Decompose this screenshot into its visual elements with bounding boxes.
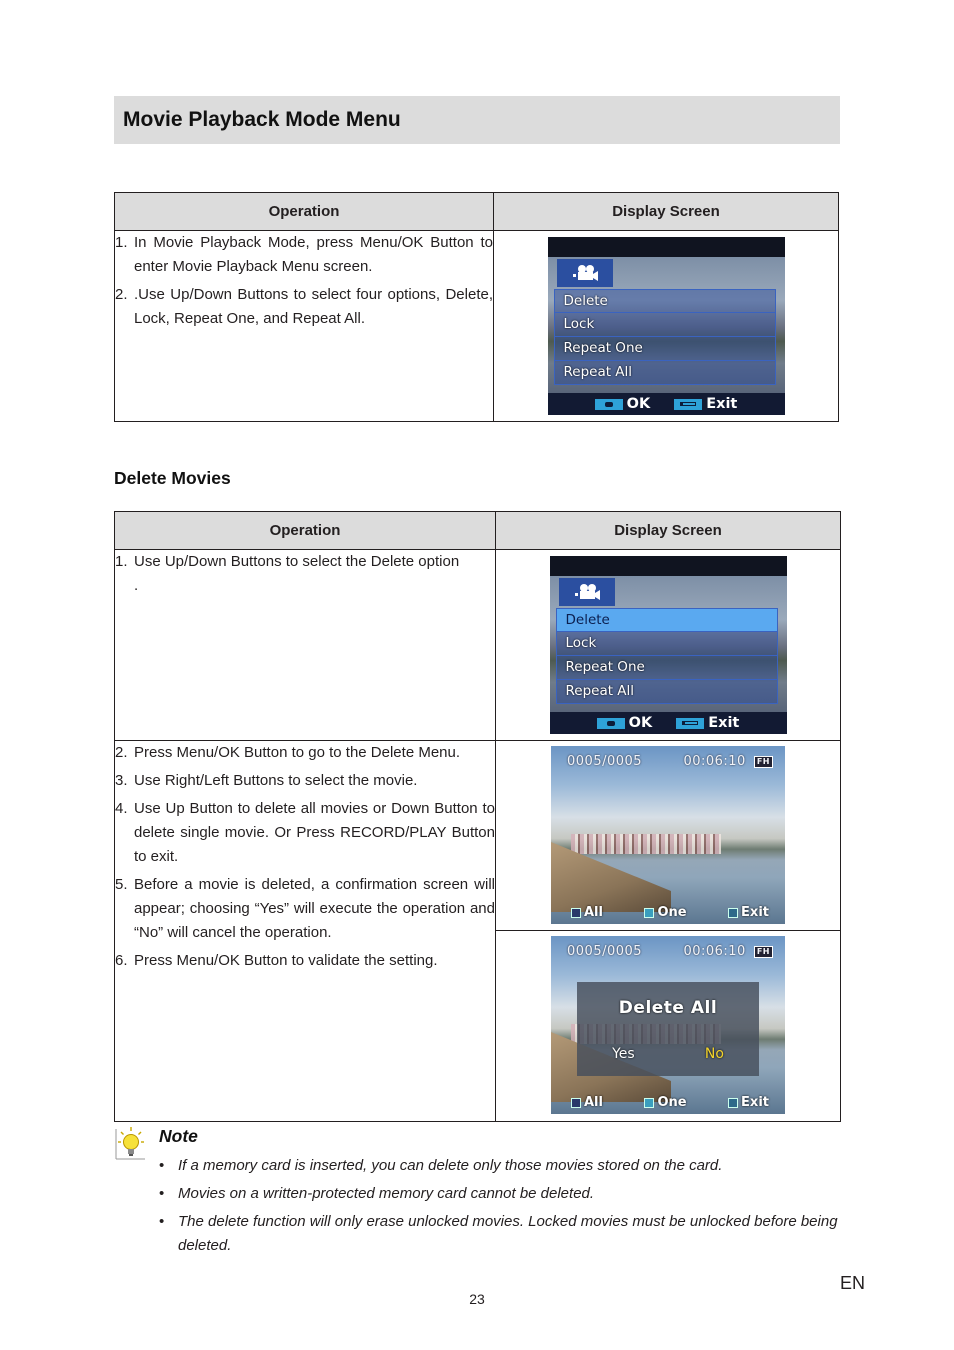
menu-item-delete: Delete	[554, 289, 776, 313]
all-label: All	[584, 905, 603, 920]
step-number: 6.	[115, 952, 128, 969]
ok-key-icon	[597, 718, 625, 729]
down-key-icon	[644, 908, 654, 918]
note-item	[159, 1210, 844, 1258]
menu-operations-table	[114, 192, 839, 422]
one-label: One	[657, 1095, 687, 1110]
step-number: 1.	[115, 553, 128, 570]
bullet: •	[159, 1185, 165, 1202]
ok-key-icon	[595, 399, 623, 410]
step-item	[115, 741, 495, 765]
file-counter: 0005/0005	[567, 754, 643, 769]
steps-list	[115, 231, 493, 331]
bullet: •	[159, 1213, 165, 1230]
note-text: The delete function will only erase unlocked movies. Locked movies must be unlocked before being deleted.	[178, 1213, 838, 1254]
display-cell	[496, 550, 841, 741]
screen-hud-top	[567, 944, 773, 959]
one-label: One	[657, 905, 687, 920]
exit-label: Exit	[741, 1095, 769, 1110]
display-subcell	[496, 741, 840, 931]
screen-bottom-bar	[548, 393, 785, 415]
delete-all-confirm-screen	[551, 936, 785, 1114]
note-item	[159, 1154, 844, 1178]
menu-list	[554, 289, 776, 385]
step-text: In Movie Playback Mode, press Menu/OK Button to enter Movie Playback Menu screen.	[134, 234, 493, 275]
menu-item-repeat-one: Repeat One	[554, 337, 776, 361]
step-text: Before a movie is deleted, a confirmation screen will appear; choosing “Yes” will execute the operation and “No” will cancel the operation.	[134, 876, 495, 941]
delete-selected-menu-screen	[550, 556, 787, 734]
movie-time: 00:06:10	[683, 944, 746, 959]
menu-item-delete-selected: Delete	[556, 608, 778, 632]
ok-hint	[595, 396, 651, 412]
lightbulb-icon	[113, 1125, 147, 1161]
no-option-selected: No	[704, 1046, 724, 1062]
operation-cell	[115, 550, 496, 741]
display-screen-header: Display Screen	[494, 193, 839, 231]
exit-hint	[728, 1095, 769, 1110]
step-item	[115, 550, 495, 598]
background-photo	[551, 746, 785, 924]
up-key-icon	[571, 908, 581, 918]
step-number: 3.	[115, 772, 128, 789]
ok-label: OK	[628, 715, 653, 731]
delete-movie-screen	[551, 746, 785, 924]
movie-camera-icon	[557, 259, 613, 287]
exit-hint	[676, 715, 739, 731]
movie-time: 00:06:10	[683, 754, 746, 769]
exit-hint	[728, 905, 769, 920]
steps-list	[115, 741, 495, 973]
operation-cell	[115, 231, 494, 422]
menu-list	[556, 608, 778, 704]
screen-hud-top	[567, 754, 773, 769]
language-tag: EN	[840, 1273, 866, 1293]
one-hint	[644, 905, 686, 920]
step-item	[115, 797, 495, 869]
file-counter: 0005/0005	[567, 944, 643, 959]
step-item	[115, 231, 493, 279]
page-number: 23	[469, 1291, 485, 1307]
step-text: Press Menu/OK Button to go to the Delete Menu.	[134, 744, 461, 761]
up-key-icon	[571, 1098, 581, 1108]
down-key-icon	[644, 1098, 654, 1108]
note-list	[159, 1154, 844, 1262]
display-screen-header: Display Screen	[496, 512, 841, 550]
record-key-icon	[728, 908, 738, 918]
note-text: Movies on a written-protected memory card cannot be deleted.	[178, 1185, 595, 1202]
step-item	[115, 283, 493, 331]
screen-top-strip	[550, 556, 787, 576]
menu-item-lock: Lock	[554, 313, 776, 337]
menu-item-repeat-all: Repeat All	[554, 361, 776, 385]
return-key-icon	[676, 718, 704, 729]
quality-fh-icon: FH	[754, 756, 773, 768]
all-hint	[571, 1095, 603, 1110]
step-number: 5.	[115, 876, 128, 893]
screen-top-strip	[548, 237, 785, 257]
all-label: All	[584, 1095, 603, 1110]
display-cell	[494, 231, 839, 422]
step-text: Press Menu/OK Button to validate the setting.	[134, 952, 438, 969]
step-text: Use Up/Down Buttons to select the Delete option	[134, 553, 460, 570]
one-hint	[644, 1095, 686, 1110]
section-title-bar	[114, 96, 840, 144]
step-item	[115, 769, 495, 793]
screen-bottom-bar	[550, 712, 787, 734]
section-title: Movie Playback Mode Menu	[123, 108, 401, 131]
display-cell	[496, 741, 841, 1122]
note-text: If a memory card is inserted, you can delete only those movies stored on the card.	[178, 1157, 723, 1174]
note-item	[159, 1182, 844, 1206]
bullet: •	[159, 1157, 165, 1174]
dialog-title: Delete All	[618, 998, 718, 1018]
step-item	[115, 873, 495, 945]
exit-hint	[674, 396, 737, 412]
delete-operations-table	[114, 511, 841, 1122]
step-number: 2.	[115, 286, 128, 303]
exit-label: Exit	[708, 715, 740, 731]
all-hint	[571, 905, 603, 920]
step-text: Use Right/Left Buttons to select the movie.	[134, 772, 418, 789]
screen-hud-bottom	[571, 1095, 769, 1110]
step-text: .Use Up/Down Buttons to select four options, Delete, Lock, Repeat One, and Repeat All.	[134, 286, 493, 327]
step-item	[115, 949, 495, 973]
menu-item-repeat-all: Repeat All	[556, 680, 778, 704]
screen-hud-bottom	[571, 905, 769, 920]
confirm-dialog	[577, 982, 759, 1076]
playback-menu-screen	[548, 237, 785, 415]
subheading-delete-movies: Delete Movies	[114, 468, 231, 488]
step-number: 1.	[115, 234, 128, 251]
exit-label: Exit	[706, 396, 738, 412]
operation-header: Operation	[115, 512, 496, 550]
note-title: Note	[159, 1126, 198, 1146]
step-text: Use Up Button to delete all movies or Down Button to delete single movie. Or Press RECORD/PLAY Button to exit.	[134, 800, 495, 865]
operation-header: Operation	[115, 193, 494, 231]
ok-hint	[597, 715, 653, 731]
movie-camera-icon	[559, 578, 615, 606]
return-key-icon	[674, 399, 702, 410]
ok-label: OK	[626, 396, 651, 412]
yes-option: Yes	[612, 1046, 635, 1062]
display-subcell	[496, 931, 840, 1121]
record-key-icon	[728, 1098, 738, 1108]
operation-cell	[115, 741, 496, 1122]
step-number: 2.	[115, 744, 128, 761]
menu-item-lock: Lock	[556, 632, 778, 656]
step-number: 4.	[115, 800, 128, 817]
steps-list	[115, 550, 495, 598]
stray-period: .	[134, 577, 139, 594]
quality-fh-icon: FH	[754, 946, 773, 958]
menu-item-repeat-one: Repeat One	[556, 656, 778, 680]
exit-label: Exit	[741, 905, 769, 920]
